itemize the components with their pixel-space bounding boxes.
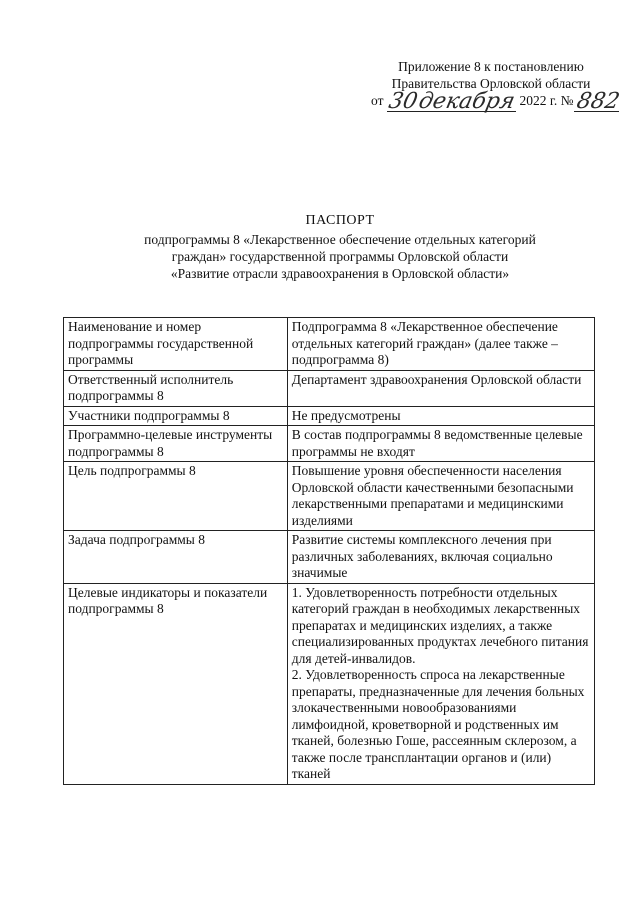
row-value-executor: Департамент здравоохранения Орловской области	[287, 370, 594, 406]
row-label-task: Задача подпрограммы 8	[64, 531, 288, 584]
row-value-name-number: Подпрограмма 8 «Лекарственное обеспечение отдельных категорий граждан» (далее также – подпрограмма 8)	[287, 318, 594, 371]
table-row	[64, 462, 595, 531]
row-value-task: Развитие системы комплексного лечения при различных заболеваниях, включая социально значимые	[287, 531, 594, 584]
row-label-executor: Ответственный исполнитель подпрограммы 8	[64, 370, 288, 406]
row-label-participants: Участники подпрограммы 8	[64, 406, 288, 426]
handwritten-doc-number: 882	[574, 89, 622, 114]
handwritten-day: 30	[386, 89, 420, 114]
table-row	[64, 406, 595, 426]
government-line: Правительства Орловской области	[391, 76, 591, 91]
table-row	[64, 583, 595, 784]
row-label-goal: Цель подпрограммы 8	[64, 462, 288, 531]
document-title-block	[90, 212, 590, 282]
document-heading: ПАСПОРТ	[305, 213, 375, 228]
subtitle-line-3: «Развитие отрасли здравоохранения в Орловской области»	[170, 266, 510, 281]
indicator-item-1: 1. Удовлетворенность потребности отдельных категорий граждан в необходимых лекарственных препаратах и медицинских изделиях, а также специализированных продуктах лечебного питания для детей-инвалидов.	[291, 584, 589, 666]
subtitle-line-1: подпрограммы 8 «Лекарственное обеспечение отдельных категорий	[144, 232, 536, 247]
indicator-item-2: 2. Удовлетворенность спроса на лекарственные препараты, предназначенные для лечения больных злокачественными новообразованиями лимфоидной, кроветворной и родственных им тканей, болезнью Гоше, рассеянным склерозом, а также после трансплантации органов и (или) тканей	[291, 667, 585, 781]
approval-header	[371, 58, 622, 114]
appendix-line: Приложение 8 к постановлению	[398, 59, 584, 74]
table-row	[64, 318, 595, 371]
date-number-line	[371, 89, 622, 114]
row-value-participants: Не предусмотрены	[287, 406, 594, 426]
row-label-name-number: Наименование и номер подпрограммы государственной программы	[64, 318, 288, 371]
row-value-instruments: В состав подпрограммы 8 ведомственные целевые программы не входят	[287, 426, 594, 462]
table-row	[64, 370, 595, 406]
passport-table	[63, 317, 595, 785]
table-row	[64, 531, 595, 584]
handwritten-month: декабря	[416, 89, 517, 114]
date-prefix: от	[371, 93, 384, 108]
row-value-goal: Повышение уровня обеспеченности населения Орловской области качественными безопасными лекарственными препаратами и медицинскими изделиями	[287, 462, 594, 531]
row-label-indicators: Целевые индикаторы и показатели подпрограммы 8	[64, 583, 288, 784]
row-value-indicators	[287, 583, 594, 784]
row-label-instruments: Программно-целевые инструменты подпрограммы 8	[64, 426, 288, 462]
date-year: 2022 г. №	[519, 93, 574, 108]
subtitle-line-2: граждан» государственной программы Орловской области	[171, 249, 509, 264]
table-row	[64, 426, 595, 462]
